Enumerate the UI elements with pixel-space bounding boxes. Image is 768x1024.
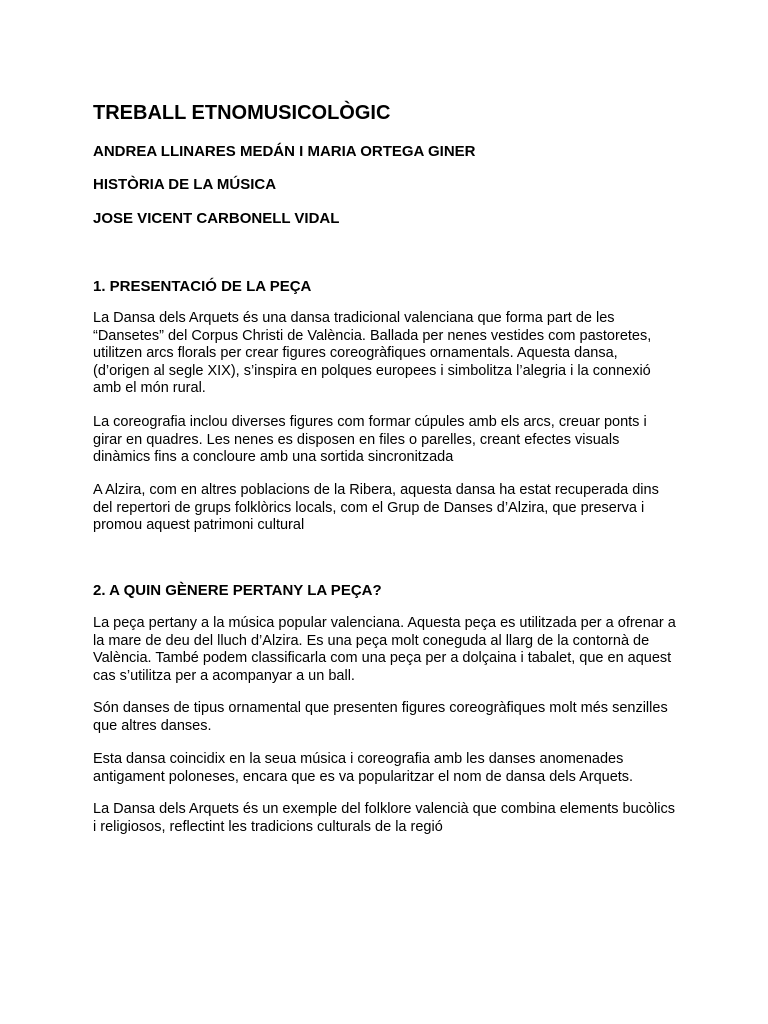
document-title: TREBALL ETNOMUSICOLÒGIC [93,102,391,124]
authors-line: ANDREA LLINARES MEDÁN I MARIA ORTEGA GINER [93,143,476,160]
section-2-paragraph-4: La Dansa dels Arquets és un exemple del folklore valencià que combina elements bucòlics i religiosos, reflectint les tradicions culturals de la regió [93,801,675,835]
section-2-paragraph-2: Són danses de tipus ornamental que presenten figures coreogràfiques molt més senzilles que altres danses. [93,700,668,734]
section-1-paragraph-1: La Dansa dels Arquets és una dansa tradicional valenciana que forma part de les “Dansetes” del Corpus Christi de València. Ballada per nenes vestides com pastoretes, utilitzen arcs florals per crear figures coreogràfiques ornamentals. Aquesta dansa, (d’origen al segle XIX), s’inspira en polques europees i simbolitza l’alegria i la connexió amb el món rural. [93,310,652,397]
section-2-paragraph-1: La peça pertany a la música popular valenciana. Aquesta peça es utilitzada per a ofrenar a la mare de deu del lluch d’Alzira. Es una peça molt coneguda al llarg de la contornà de València. També podem classificarla com una peça per a dolçaina i tabalet, que en aquest cas s’utilitza per a acompanyar a un ball. [93,615,676,684]
section-1-paragraph-3: A Alzira, com en altres poblacions de la Ribera, aquesta dansa ha estat recuperada dins del repertori de grups folklòrics locals, com el Grup de Danses d’Alzira, que preserva i promou aquest patrimoni cultural [93,482,659,534]
teacher-line: JOSE VICENT CARBONELL VIDAL [93,210,340,227]
section-2-heading: 2. A QUIN GÈNERE PERTANY LA PEÇA? [93,582,382,599]
section-2-paragraph-3: Esta dansa coincidix en la seua música i coreografia amb les danses anomenades antigament poloneses, encara que es va popularitzar el nom de dansa dels Arquets. [93,751,634,785]
subject-line: HISTÒRIA DE LA MÚSICA [93,176,277,193]
section-1-paragraph-2: La coreografia inclou diverses figures com formar cúpules amb els arcs, creuar ponts i girar en quadres. Les nenes es disposen en files o parelles, creant efectes visuals dinàmics fins a concloure amb una sortida sincronitzada [93,414,647,466]
section-1-heading: 1. PRESENTACIÓ DE LA PEÇA [93,278,312,295]
